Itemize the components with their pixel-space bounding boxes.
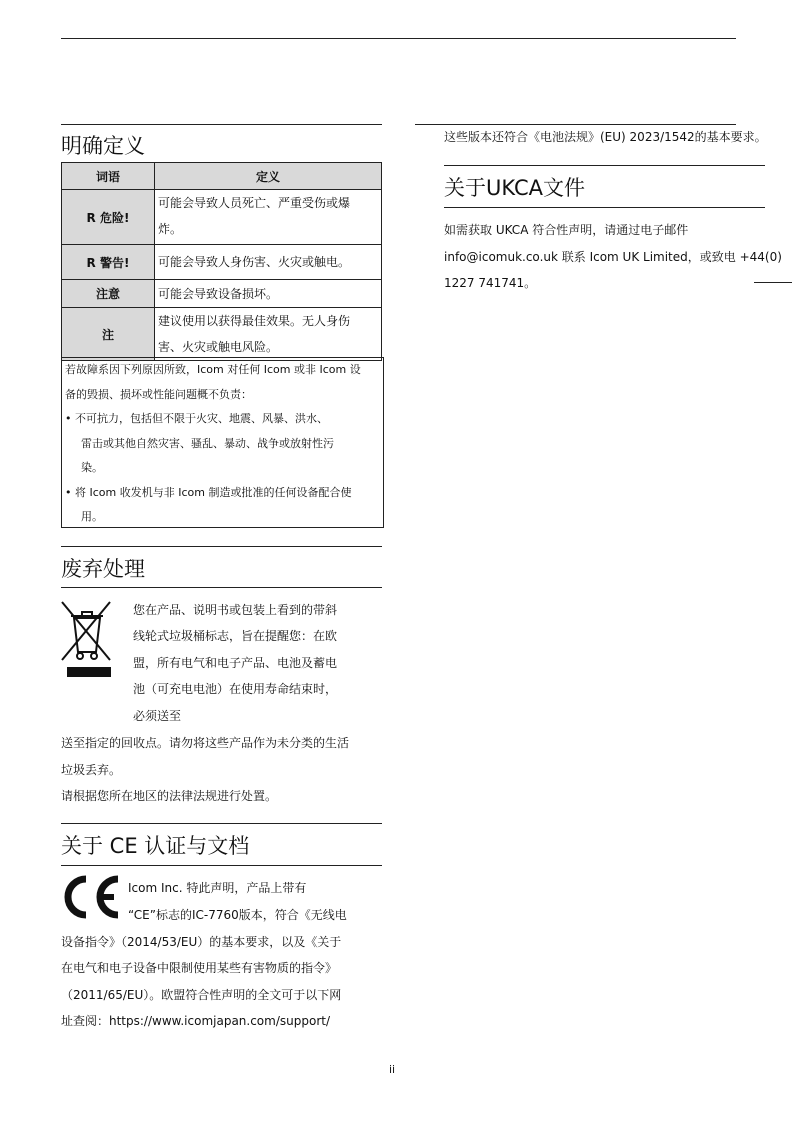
ce-text-line: （2011/65/EU）。欧盟符合性声明的全文可于以下网 [61,988,342,1002]
ukca-end-rule [754,282,792,283]
ukca-heading: 关于UKCA文件 [444,176,586,200]
definition-line: 可能会导致设备损坏。 [158,286,279,301]
definition-line: 可能会导致人身伤害、火灾或触电。 [158,255,351,269]
table-row [62,245,382,280]
ukca-top-rule [444,165,765,166]
crossed-out-wheeled-bin-icon [60,600,112,680]
definitions-heading: 明确定义 [61,134,145,158]
ukca-text-line: 1227 741741。 [444,276,537,290]
table-row [62,308,382,361]
disposal-text-line: 线轮式垃圾桶标志，旨在提醒您：在欧 [133,629,338,643]
definitions-header-row [62,163,382,190]
ce-text-line: Icom Inc. 特此声明，产品上带有 [128,881,307,895]
table-row [62,190,382,245]
disposal-top-rule [61,546,382,547]
table-row [62,280,382,308]
definition-line: 建议使用以获得最佳效果。无人身伤 [158,314,351,328]
page-top-rule [61,38,736,39]
liability-line: 染。 [81,461,103,474]
definitions-top-rule [61,124,382,125]
ukca-text-line: info@icomuk.co.uk 联系 Icom UK Limited，或致电 +44(0) [444,250,782,264]
disposal-text-line: 垃圾丢弃。 [61,763,122,777]
definition-line: 炸。 [158,222,183,236]
disposal-heading: 废弃处理 [61,557,145,581]
liability-notice [61,357,384,528]
term-caution: 注意 [62,280,155,308]
ce-mark-icon [60,873,122,921]
disposal-text-line: 送至指定的回收点。请勿将这些产品作为未分类的生活 [61,736,350,750]
ce-heading: 关于 CE 认证与文档 [61,834,250,858]
ce-text-line: 设备指令》（2014/53/EU）的基本要求，以及《关于 [61,935,342,949]
definition-line: 害、火灾或触电风险。 [158,340,279,354]
definition-warning [155,245,382,280]
disposal-text-line: 请根据您所在地区的法律法规进行处置。 [61,789,278,803]
liability-line: 备的毁损、损坏或性能问题概不负责： [65,387,252,401]
liability-bullet: • 不可抗力，包括但不限于火灾、地震、风暴、洪水、 [65,412,328,425]
disposal-text-line: 池（可充电电池）在使用寿命结束时， [133,682,338,696]
term-danger: R 危险! [62,190,155,245]
ce-text-line: 址查阅：https://www.icomjapan.com/support/ [61,1014,330,1028]
col-definition-header: 定义 [155,163,382,190]
definition-note [155,308,382,361]
ukca-heading-rule [444,207,765,208]
liability-line: 用。 [81,510,103,523]
page-number: ii [389,1063,396,1076]
ce-heading-rule [61,865,382,866]
disposal-heading-rule [61,587,382,588]
definitions-table [61,162,382,361]
term-note: 注 [62,308,155,361]
ce-text-line: “CE”标志的IC-7760版本，符合《无线电 [128,908,347,922]
liability-line: 若故障系因下列原因所致，Icom 对任何 Icom 或非 Icom 设 [65,363,361,376]
battery-regulation-text: 这些版本还符合《电池法规》(EU) 2023/1542的基本要求。 [444,130,767,144]
col-term-header: 词语 [62,163,155,190]
disposal-text-line: 必须送至 [133,709,182,723]
liability-bullet: • 将 Icom 收发机与非 Icom 制造或批准的任何设备配合使 [65,485,352,499]
definition-caution [155,280,382,308]
disposal-text-line: 您在产品、说明书或包装上看到的带斜 [133,603,338,617]
definition-danger [155,190,382,245]
disposal-text-line: 盟，所有电气和电子产品、电池及蓄电 [133,656,338,670]
liability-line: 雷击或其他自然灾害、骚乱、暴动、战争或放射性污 [81,436,334,450]
ce-text-line: 在电气和电子设备中限制使用某些有害物质的指令》 [61,961,338,975]
ce-top-rule [61,823,382,824]
term-warning: R 警告! [62,245,155,280]
definition-line: 可能会导致人员死亡、严重受伤或爆 [158,196,351,210]
ukca-text-line: 如需获取 UKCA 符合性声明，请通过电子邮件 [444,223,689,237]
